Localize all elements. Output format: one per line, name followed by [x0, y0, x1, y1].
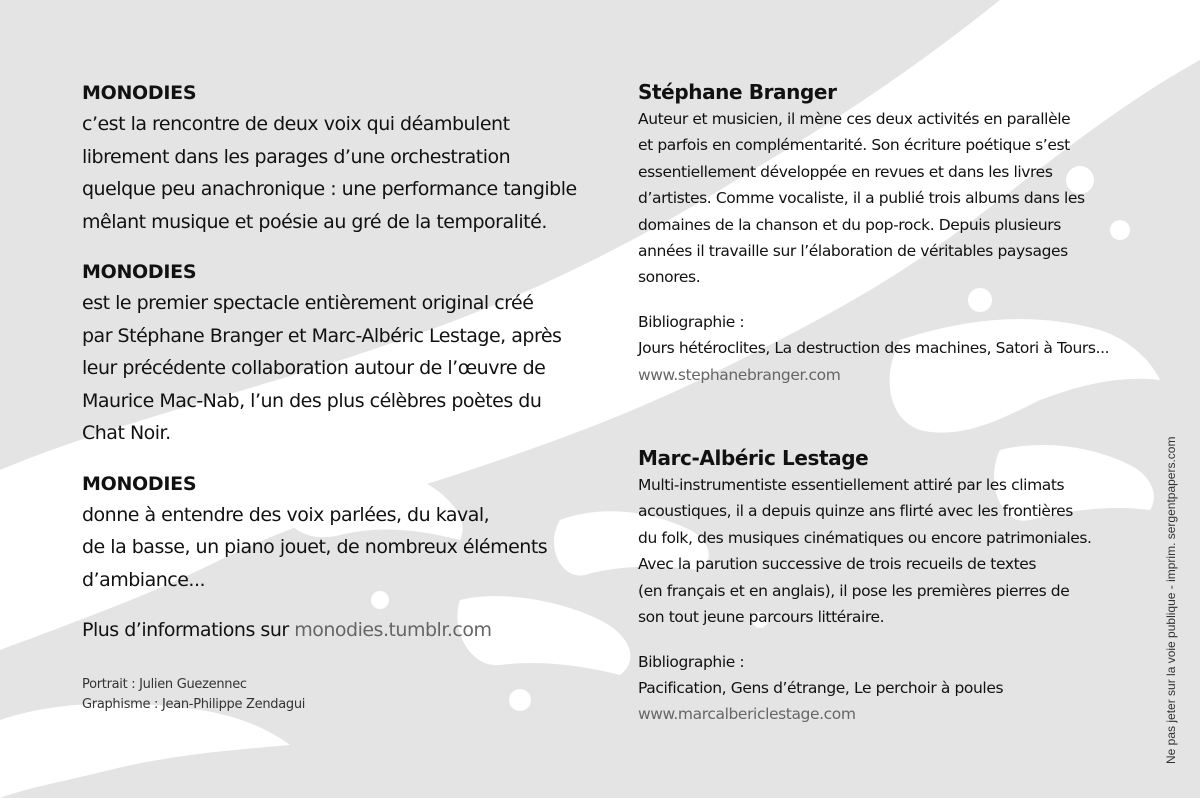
artist-bio-marc	[638, 472, 1118, 630]
website-link-marc[interactable]: www.marcalbericlestage.com	[638, 705, 856, 724]
bibliography-marc	[638, 649, 1118, 728]
text-line: par Stéphane Branger et Marc-Albéric Lestage, après	[82, 324, 562, 347]
more-info-link[interactable]: monodies.tumblr.com	[294, 619, 492, 641]
intro-heading-3: MONODIES	[82, 472, 197, 495]
intro-heading-1: MONODIES	[82, 82, 197, 104]
more-info-prefix: Plus d’informations sur	[82, 619, 295, 641]
artist-stephane	[638, 78, 1118, 388]
text-line: domaines de la chanson et du pop-rock. Depuis plusieurs	[638, 215, 1061, 234]
intro-paragraph-1	[82, 108, 602, 238]
bibliography-label: Bibliographie :	[638, 652, 745, 671]
bibliography-titles: Pacification, Gens d’étrange, Le perchoir à poules	[638, 678, 1004, 697]
intro-block-3	[82, 469, 602, 597]
bibliography-label: Bibliographie :	[638, 312, 745, 331]
text-line: Avec la parution successive de trois recueils de textes	[638, 555, 1037, 574]
text-line: acoustiques, il a depuis quinze ans flirté avec les frontières	[638, 502, 1073, 521]
text-line: c’est la rencontre de deux voix qui déambulent	[82, 113, 510, 135]
text-line: Auteur et musicien, il mène ces deux activités en parallèle	[638, 110, 1071, 128]
text-line: d’ambiance...	[82, 568, 206, 591]
text-line: années il travaille sur l’élaboration de véritables paysages	[638, 242, 1068, 261]
text-line: d’artistes. Comme vocaliste, il a publié trois albums dans les	[638, 189, 1085, 208]
text-line: leur précédente collaboration autour de l’œuvre de	[82, 357, 546, 379]
intro-paragraph-2	[82, 287, 602, 450]
text-line: de la basse, un piano jouet, de nombreux éléments	[82, 536, 548, 558]
text-line: Chat Noir.	[82, 422, 171, 444]
artist-name-stephane: Stéphane Branger	[638, 80, 837, 104]
text-line: son tout jeune parcours littéraire.	[638, 608, 885, 627]
text-line: du folk, des musiques cinématiques ou encore patrimoniales.	[638, 528, 1092, 547]
credits	[82, 675, 602, 715]
credit-design: Graphisme : Jean-Philippe Zendagui	[82, 697, 306, 712]
text-line: et parfois en complémentarité. Son écriture poétique s’est	[638, 136, 1070, 155]
bibliography-titles: Jours hétéroclites, La destruction des machines, Satori à Tours...	[638, 339, 1110, 358]
intro-paragraph-3	[82, 499, 602, 597]
intro-column	[82, 78, 602, 715]
more-info-line	[82, 615, 602, 645]
intro-block-2	[82, 257, 602, 450]
artist-marc	[638, 444, 1118, 728]
text-line: (en français et en anglais), il pose les premières pierres de	[638, 581, 1070, 600]
intro-heading-2: MONODIES	[82, 261, 197, 283]
text-line: Maurice Mac-Nab, l’un des plus célèbres poètes du	[82, 389, 542, 412]
text-line: sonores.	[638, 268, 701, 287]
credit-portrait: Portrait : Julien Guezennec	[82, 677, 247, 692]
artist-name-marc: Marc-Albéric Lestage	[638, 446, 869, 471]
text-line: librement dans les parages d’une orchestration	[82, 145, 511, 168]
side-note-text: Ne pas jeter sur la voie publique - imprim. sergentpapers.com	[1164, 436, 1178, 764]
artists-column	[638, 78, 1118, 728]
text-line: essentiellement développée en revues et dans les livres	[638, 162, 1053, 181]
text-line: mêlant musique et poésie au gré de la temporalité.	[82, 210, 547, 233]
intro-block-1	[82, 78, 602, 238]
website-link-stephane[interactable]: www.stephanebranger.com	[638, 365, 841, 384]
text-line: donne à entendre des voix parlées, du kaval,	[82, 503, 490, 526]
text-line: quelque peu anachronique : une performance tangible	[82, 178, 577, 200]
side-note	[1164, 372, 1184, 772]
bibliography-stephane	[638, 309, 1118, 388]
text-line: est le premier spectacle entièrement original créé	[82, 292, 534, 314]
artist-bio-stephane	[638, 106, 1118, 291]
text-line: Multi-instrumentiste essentiellement attiré par les climats	[638, 476, 1065, 495]
